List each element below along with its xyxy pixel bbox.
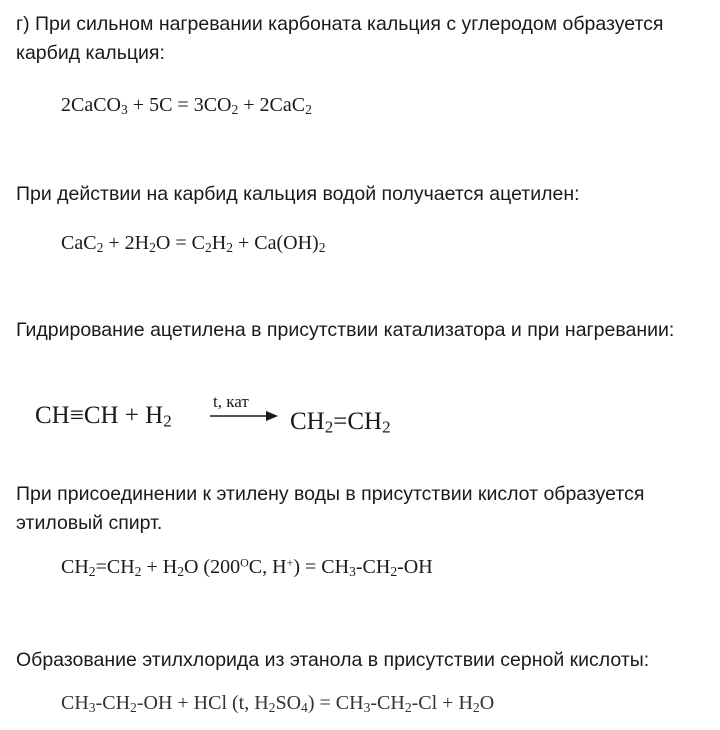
paragraph-ethyl-chloride: Образование этилхлорида из этанола в присутствии серной кислоты: [16, 649, 650, 671]
equation-ethyl-chloride: $CH_3-CH_2-OH$ + HCl (t, $H_2SO_4) = CH_3-CH_2-Cl + H_2O$ [61, 692, 495, 715]
reaction-arrow-icon [208, 408, 280, 424]
paragraph-acetylene: При действии на карбид кальция водой получается ацетилен: [16, 183, 580, 205]
paragraph-hydrogenation: Гидрирование ацетилена в присутствии катализатора и при нагревании: [16, 319, 675, 341]
equation-hydrogenation-left: $CH\equiv CH + H_2$ [35, 402, 172, 431]
equation-hydrogenation-right: $CH_2=CH_2$ [290, 408, 391, 437]
equation-ethylene-hydration: $CH_2=CH_2 + H_2O$ ($200^OC$, $H^+) = CH_3-CH_2-OH$ [61, 555, 433, 579]
equation-calcium-carbonate: 2CaCO$_3$ + $5C = 3CO_2 + 2CaC_2$ [61, 94, 312, 117]
arrow-label-catalyst: t, кат [213, 392, 249, 411]
paragraph-ethanol: При присоединении к этилену воды в присутствии кислот образуется этиловый спирт. [16, 483, 645, 534]
paragraph-calcium-carbide: г) При сильном нагревании карбоната кальция с углеродом образуется карбид кальция: [16, 13, 664, 64]
equation-calcium-carbide-water: $CaC_2 + 2H_2O = C_2H_2 + Ca(OH)_2$ [61, 232, 326, 255]
